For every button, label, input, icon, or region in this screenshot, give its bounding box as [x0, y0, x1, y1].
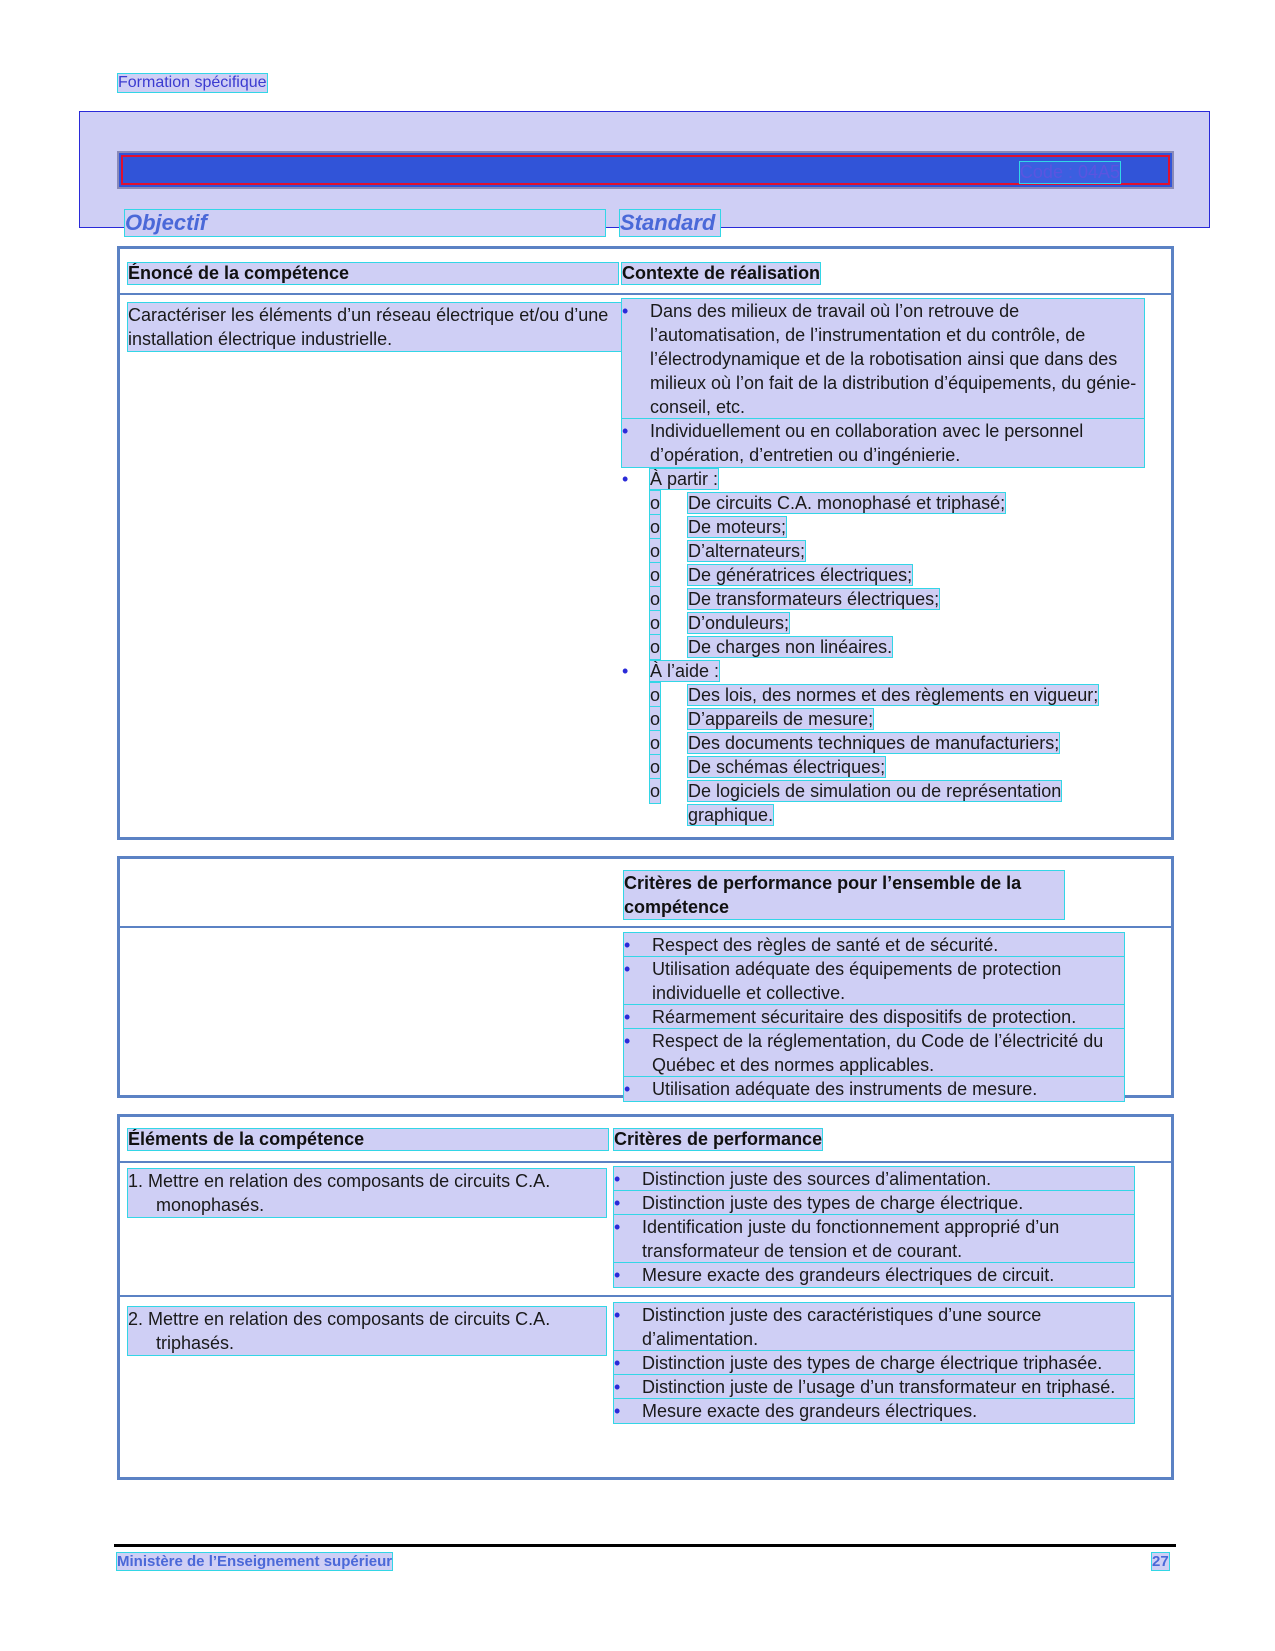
overall-criteria-header: Critères de performance pour l’ensemble de la compétence	[624, 871, 1064, 919]
criterion: • Identification juste du fonctionnement approprié d’un transformateur de tension et de courant.	[614, 1215, 1134, 1263]
row-divider	[120, 1295, 1171, 1297]
competency-statement-table	[117, 246, 1174, 840]
elements-table	[117, 1114, 1174, 1480]
page-number: 27	[1152, 1553, 1169, 1570]
sub-item	[650, 683, 1144, 707]
criterion: • Mesure exacte des grandeurs électriques.	[614, 1399, 1134, 1423]
criterion: • Distinction juste des types de charge électrique triphasée.	[614, 1351, 1134, 1375]
context-list	[622, 299, 1144, 827]
sub-item	[650, 515, 1144, 539]
sub-item	[650, 707, 1144, 731]
competency-code: Code : 04A5	[1019, 162, 1120, 182]
context-item-label: À partir :	[650, 469, 719, 489]
table-header-row	[120, 1117, 1171, 1163]
sub-item-text: De transformateurs électriques;	[688, 589, 940, 609]
sub-item	[650, 611, 1144, 635]
sub-item-text: De charges non linéaires.	[688, 637, 893, 657]
criterion: • Utilisation adéquate des équipements de protection individuelle et collective.	[624, 957, 1124, 1005]
sub-item	[650, 755, 1144, 779]
criterion: • Distinction juste des sources d’alimentation.	[614, 1167, 1134, 1191]
sub-item	[650, 539, 1144, 563]
criteria-list-1	[614, 1167, 1134, 1287]
criterion: • Réarmement sécuritaire des dispositifs de protection.	[624, 1005, 1124, 1029]
sub-item-text: D’onduleurs;	[688, 613, 790, 633]
objectif-heading: Objectif	[125, 210, 605, 236]
criterion: • Respect des règles de santé et de sécurité.	[624, 933, 1124, 957]
element-1: 1. Mettre en relation des composants de circuits C.A. monophasés.	[128, 1169, 606, 1217]
sub-item-text: Des documents techniques de manufacturiers;	[688, 733, 1060, 753]
sub-item-text: D’appareils de mesure;	[688, 709, 874, 729]
context-item: • Dans des milieux de travail où l’on retrouve de l’automatisation, de l’instrumentation et du contrôle, de l’électrodynamique et de la robotisation ainsi que dans des milieux où l’on fait de la distribution d’équipements, du génie-conseil, etc.	[622, 299, 1144, 419]
table-header-row	[120, 249, 1171, 295]
context-item	[622, 659, 1144, 827]
criterion: • Mesure exacte des grandeurs électriques de circuit.	[614, 1263, 1134, 1287]
sub-item-text: D’alternateurs;	[688, 541, 806, 561]
sub-item	[650, 731, 1144, 755]
criterion: • Respect de la réglementation, du Code de l’électricité du Québec et des normes applicables.	[624, 1029, 1124, 1077]
context-item: • Individuellement ou en collaboration avec le personnel d’opération, d’entretien ou d’ingénierie.	[622, 419, 1144, 467]
elements-header: Éléments de la compétence	[128, 1129, 608, 1150]
sub-item-text: Des lois, des normes et des règlements en vigueur;	[688, 685, 1099, 705]
criteria-header: Critères de performance	[614, 1129, 823, 1149]
sub-item-text: De génératrices électriques;	[688, 565, 913, 585]
context-header: Contexte de réalisation	[622, 263, 821, 283]
sub-item	[650, 587, 1144, 611]
sub-item-text: De schémas électriques;	[688, 757, 886, 777]
criterion: • Distinction juste de l’usage d’un transformateur en triphasé.	[614, 1375, 1134, 1399]
criterion: • Utilisation adéquate des instruments de mesure.	[624, 1077, 1124, 1101]
sub-item	[650, 635, 1144, 659]
competency-statement: Caractériser les éléments d’un réseau électrique et/ou d’une installation électrique industrielle.	[128, 303, 628, 351]
table-header-row	[120, 859, 1171, 928]
standard-heading: Standard	[620, 210, 720, 236]
criterion: • Distinction juste des caractéristiques d’une source d’alimentation.	[614, 1303, 1134, 1351]
running-header: Formation spécifique	[118, 74, 267, 91]
sub-item	[650, 563, 1144, 587]
sub-item-text: De moteurs;	[688, 517, 787, 537]
sub-item	[650, 491, 1144, 515]
footer-ministry: Ministère de l’Enseignement supérieur	[117, 1553, 393, 1570]
code-bar	[117, 151, 1174, 189]
context-item	[622, 467, 1144, 659]
footer-rule	[114, 1544, 1176, 1547]
context-item-label: À l’aide :	[650, 661, 720, 681]
criteria-list-2	[614, 1303, 1134, 1423]
overall-criteria-table	[117, 856, 1174, 1098]
sub-item	[650, 779, 1144, 827]
criterion: • Distinction juste des types de charge électrique.	[614, 1191, 1134, 1215]
sub-item-text: De circuits C.A. monophasé et triphasé;	[688, 493, 1006, 513]
code-frame	[121, 155, 1170, 185]
statement-header: Énoncé de la compétence	[128, 263, 618, 284]
sub-item-text: De logiciels de simulation ou de représentation graphique.	[688, 781, 1062, 825]
element-2: 2. Mettre en relation des composants de circuits C.A. triphasés.	[128, 1307, 606, 1355]
overall-criteria-list	[624, 933, 1124, 1101]
